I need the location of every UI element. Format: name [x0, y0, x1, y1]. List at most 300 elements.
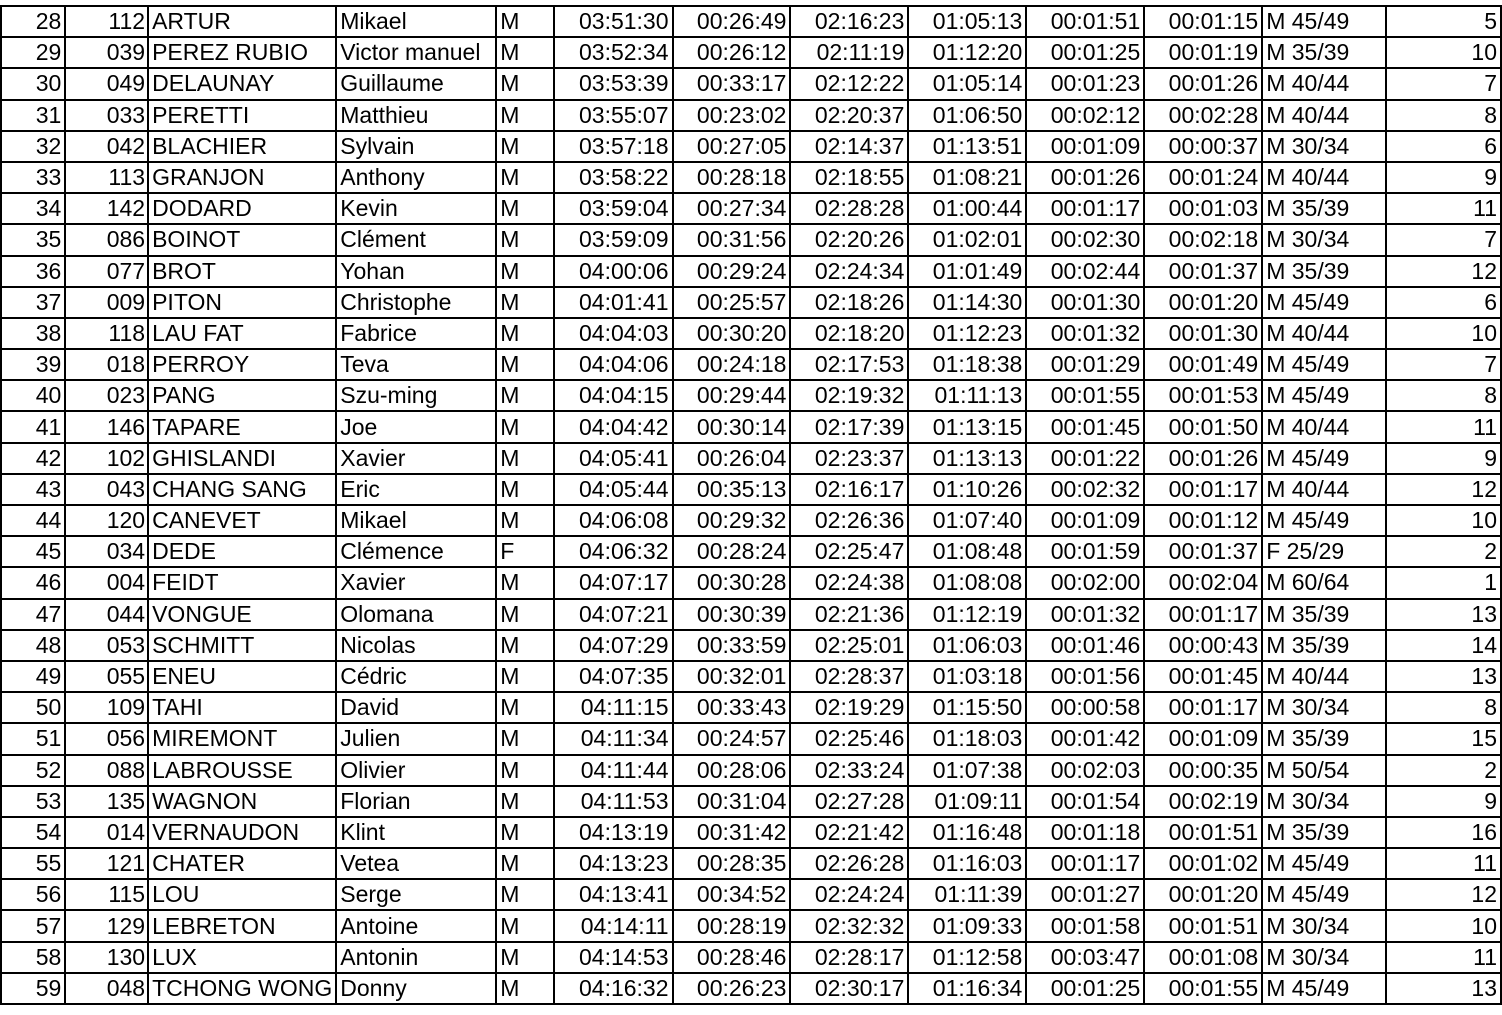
table-row [1, 6, 1501, 37]
sex-cell: M [496, 786, 553, 817]
total-time-cell: 04:04:15 [554, 380, 673, 411]
last-name-cell: PANG [148, 380, 336, 411]
total-time-cell: 04:05:41 [554, 443, 673, 474]
sex-cell: M [496, 692, 553, 723]
bib-cell: 135 [65, 786, 148, 817]
bike-time-cell: 02:16:17 [790, 474, 908, 505]
category-cell: M 45/49 [1262, 973, 1386, 1004]
category-rank-cell: 2 [1386, 755, 1501, 786]
rank-cell: 32 [1, 131, 65, 162]
category-rank-cell: 10 [1386, 37, 1501, 68]
last-name-cell: BOINOT [148, 224, 336, 255]
category-rank-cell: 11 [1386, 193, 1501, 224]
category-cell: M 30/34 [1262, 131, 1386, 162]
first-name-cell: Matthieu [336, 100, 496, 131]
run-time-cell: 01:11:39 [908, 879, 1026, 910]
bib-cell: 004 [65, 567, 148, 598]
sex-cell: M [496, 256, 553, 287]
total-time-cell: 04:00:06 [554, 256, 673, 287]
transition1-time-cell: 00:01:17 [1026, 848, 1144, 879]
sex-cell: M [496, 224, 553, 255]
swim-time-cell: 00:31:56 [673, 224, 791, 255]
swim-time-cell: 00:31:04 [673, 786, 791, 817]
last-name-cell: SCHMITT [148, 630, 336, 661]
sex-cell: M [496, 162, 553, 193]
run-time-cell: 01:18:03 [908, 723, 1026, 754]
category-cell: M 60/64 [1262, 567, 1386, 598]
rank-cell: 30 [1, 68, 65, 99]
swim-time-cell: 00:28:46 [673, 942, 791, 973]
transition1-time-cell: 00:01:27 [1026, 879, 1144, 910]
rank-cell: 55 [1, 848, 65, 879]
category-cell: M 40/44 [1262, 68, 1386, 99]
bib-cell: 109 [65, 692, 148, 723]
category-cell: M 35/39 [1262, 817, 1386, 848]
category-cell: M 45/49 [1262, 848, 1386, 879]
bib-cell: 086 [65, 224, 148, 255]
bike-time-cell: 02:25:46 [790, 723, 908, 754]
bike-time-cell: 02:20:26 [790, 224, 908, 255]
category-cell: M 35/39 [1262, 630, 1386, 661]
rank-cell: 50 [1, 692, 65, 723]
run-time-cell: 01:12:58 [908, 942, 1026, 973]
run-time-cell: 01:13:51 [908, 131, 1026, 162]
bib-cell: 053 [65, 630, 148, 661]
table-row [1, 37, 1501, 68]
sex-cell: M [496, 6, 553, 37]
total-time-cell: 03:52:34 [554, 37, 673, 68]
total-time-cell: 04:13:41 [554, 879, 673, 910]
rank-cell: 53 [1, 786, 65, 817]
table-row [1, 817, 1501, 848]
sex-cell: M [496, 567, 553, 598]
transition2-time-cell: 00:01:19 [1144, 37, 1262, 68]
category-rank-cell: 1 [1386, 567, 1501, 598]
sex-cell: M [496, 630, 553, 661]
transition1-time-cell: 00:01:45 [1026, 411, 1144, 442]
last-name-cell: WAGNON [148, 786, 336, 817]
table-row [1, 193, 1501, 224]
transition2-time-cell: 00:02:28 [1144, 100, 1262, 131]
first-name-cell: Guillaume [336, 68, 496, 99]
transition2-time-cell: 00:00:35 [1144, 755, 1262, 786]
category-rank-cell: 11 [1386, 411, 1501, 442]
last-name-cell: PEREZ RUBIO [148, 37, 336, 68]
bike-time-cell: 02:21:42 [790, 817, 908, 848]
category-rank-cell: 12 [1386, 256, 1501, 287]
transition1-time-cell: 00:03:47 [1026, 942, 1144, 973]
swim-time-cell: 00:32:01 [673, 661, 791, 692]
bib-cell: 129 [65, 910, 148, 941]
transition1-time-cell: 00:01:23 [1026, 68, 1144, 99]
rank-cell: 34 [1, 193, 65, 224]
transition2-time-cell: 00:01:26 [1144, 68, 1262, 99]
category-rank-cell: 13 [1386, 973, 1501, 1004]
first-name-cell: Florian [336, 786, 496, 817]
transition1-time-cell: 00:01:59 [1026, 536, 1144, 567]
bike-time-cell: 02:17:39 [790, 411, 908, 442]
transition1-time-cell: 00:01:29 [1026, 349, 1144, 380]
transition1-time-cell: 00:01:42 [1026, 723, 1144, 754]
rank-cell: 58 [1, 942, 65, 973]
run-time-cell: 01:05:14 [908, 68, 1026, 99]
bike-time-cell: 02:19:32 [790, 380, 908, 411]
bib-cell: 088 [65, 755, 148, 786]
last-name-cell: CHATER [148, 848, 336, 879]
swim-time-cell: 00:30:20 [673, 318, 791, 349]
run-time-cell: 01:06:03 [908, 630, 1026, 661]
bike-time-cell: 02:23:37 [790, 443, 908, 474]
sex-cell: M [496, 380, 553, 411]
transition1-time-cell: 00:00:58 [1026, 692, 1144, 723]
swim-time-cell: 00:29:44 [673, 380, 791, 411]
run-time-cell: 01:00:44 [908, 193, 1026, 224]
last-name-cell: CANEVET [148, 505, 336, 536]
category-cell: M 35/39 [1262, 599, 1386, 630]
table-row [1, 755, 1501, 786]
bib-cell: 118 [65, 318, 148, 349]
bib-cell: 055 [65, 661, 148, 692]
transition1-time-cell: 00:01:56 [1026, 661, 1144, 692]
table-row [1, 318, 1501, 349]
category-rank-cell: 9 [1386, 443, 1501, 474]
category-rank-cell: 8 [1386, 100, 1501, 131]
transition2-time-cell: 00:01:17 [1144, 599, 1262, 630]
bike-time-cell: 02:18:20 [790, 318, 908, 349]
first-name-cell: Clément [336, 224, 496, 255]
total-time-cell: 04:07:17 [554, 567, 673, 598]
bib-cell: 044 [65, 599, 148, 630]
last-name-cell: PERETTI [148, 100, 336, 131]
transition2-time-cell: 00:01:45 [1144, 661, 1262, 692]
transition2-time-cell: 00:00:43 [1144, 630, 1262, 661]
run-time-cell: 01:06:50 [908, 100, 1026, 131]
transition1-time-cell: 00:01:22 [1026, 443, 1144, 474]
transition2-time-cell: 00:01:03 [1144, 193, 1262, 224]
run-time-cell: 01:16:48 [908, 817, 1026, 848]
swim-time-cell: 00:31:42 [673, 817, 791, 848]
swim-time-cell: 00:27:05 [673, 131, 791, 162]
transition2-time-cell: 00:01:24 [1144, 162, 1262, 193]
swim-time-cell: 00:26:04 [673, 443, 791, 474]
total-time-cell: 04:06:08 [554, 505, 673, 536]
category-cell: M 45/49 [1262, 287, 1386, 318]
first-name-cell: Eric [336, 474, 496, 505]
sex-cell: M [496, 443, 553, 474]
swim-time-cell: 00:30:39 [673, 599, 791, 630]
last-name-cell: GHISLANDI [148, 443, 336, 474]
transition2-time-cell: 00:01:15 [1144, 6, 1262, 37]
run-time-cell: 01:11:13 [908, 380, 1026, 411]
bib-cell: 033 [65, 100, 148, 131]
first-name-cell: Cédric [336, 661, 496, 692]
transition2-time-cell: 00:01:50 [1144, 411, 1262, 442]
transition1-time-cell: 00:02:03 [1026, 755, 1144, 786]
swim-time-cell: 00:33:43 [673, 692, 791, 723]
bike-time-cell: 02:28:28 [790, 193, 908, 224]
bike-time-cell: 02:26:36 [790, 505, 908, 536]
total-time-cell: 04:07:21 [554, 599, 673, 630]
transition2-time-cell: 00:01:20 [1144, 879, 1262, 910]
table-row [1, 723, 1501, 754]
run-time-cell: 01:02:01 [908, 224, 1026, 255]
last-name-cell: GRANJON [148, 162, 336, 193]
first-name-cell: Sylvain [336, 131, 496, 162]
table-row [1, 411, 1501, 442]
swim-time-cell: 00:29:32 [673, 505, 791, 536]
swim-time-cell: 00:26:23 [673, 973, 791, 1004]
transition1-time-cell: 00:01:32 [1026, 318, 1144, 349]
sex-cell: M [496, 942, 553, 973]
last-name-cell: LEBRETON [148, 910, 336, 941]
bib-cell: 023 [65, 380, 148, 411]
run-time-cell: 01:08:08 [908, 567, 1026, 598]
bib-cell: 120 [65, 505, 148, 536]
run-time-cell: 01:07:38 [908, 755, 1026, 786]
rank-cell: 28 [1, 6, 65, 37]
first-name-cell: Yohan [336, 256, 496, 287]
last-name-cell: TCHONG WONG [148, 973, 336, 1004]
table-row [1, 599, 1501, 630]
last-name-cell: ARTUR [148, 6, 336, 37]
category-rank-cell: 5 [1386, 6, 1501, 37]
transition1-time-cell: 00:01:25 [1026, 37, 1144, 68]
bike-time-cell: 02:11:19 [790, 37, 908, 68]
swim-time-cell: 00:28:06 [673, 755, 791, 786]
category-rank-cell: 6 [1386, 131, 1501, 162]
bike-time-cell: 02:30:17 [790, 973, 908, 1004]
rank-cell: 33 [1, 162, 65, 193]
category-cell: M 45/49 [1262, 6, 1386, 37]
sex-cell: M [496, 973, 553, 1004]
first-name-cell: Olomana [336, 599, 496, 630]
table-row [1, 131, 1501, 162]
bike-time-cell: 02:16:23 [790, 6, 908, 37]
transition1-time-cell: 00:02:00 [1026, 567, 1144, 598]
rank-cell: 54 [1, 817, 65, 848]
swim-time-cell: 00:28:19 [673, 910, 791, 941]
last-name-cell: VERNAUDON [148, 817, 336, 848]
category-cell: M 30/34 [1262, 786, 1386, 817]
bike-time-cell: 02:33:24 [790, 755, 908, 786]
transition1-time-cell: 00:01:09 [1026, 505, 1144, 536]
sex-cell: M [496, 100, 553, 131]
total-time-cell: 04:07:35 [554, 661, 673, 692]
transition2-time-cell: 00:02:18 [1144, 224, 1262, 255]
bike-time-cell: 02:14:37 [790, 131, 908, 162]
first-name-cell: Anthony [336, 162, 496, 193]
bib-cell: 102 [65, 443, 148, 474]
transition1-time-cell: 00:01:30 [1026, 287, 1144, 318]
category-rank-cell: 12 [1386, 474, 1501, 505]
last-name-cell: LABROUSSE [148, 755, 336, 786]
table-row [1, 68, 1501, 99]
sex-cell: M [496, 848, 553, 879]
last-name-cell: LOU [148, 879, 336, 910]
first-name-cell: Xavier [336, 443, 496, 474]
sex-cell: M [496, 287, 553, 318]
category-rank-cell: 12 [1386, 879, 1501, 910]
bike-time-cell: 02:12:22 [790, 68, 908, 99]
bib-cell: 048 [65, 973, 148, 1004]
category-rank-cell: 10 [1386, 505, 1501, 536]
bike-time-cell: 02:26:28 [790, 848, 908, 879]
table-row [1, 910, 1501, 941]
sex-cell: M [496, 755, 553, 786]
swim-time-cell: 00:34:52 [673, 879, 791, 910]
table-row [1, 287, 1501, 318]
bib-cell: 113 [65, 162, 148, 193]
total-time-cell: 04:06:32 [554, 536, 673, 567]
rank-cell: 38 [1, 318, 65, 349]
total-time-cell: 03:59:04 [554, 193, 673, 224]
sex-cell: M [496, 723, 553, 754]
rank-cell: 52 [1, 755, 65, 786]
transition1-time-cell: 00:01:51 [1026, 6, 1144, 37]
run-time-cell: 01:01:49 [908, 256, 1026, 287]
first-name-cell: Donny [336, 973, 496, 1004]
table-row [1, 879, 1501, 910]
rank-cell: 59 [1, 973, 65, 1004]
last-name-cell: MIREMONT [148, 723, 336, 754]
swim-time-cell: 00:24:57 [673, 723, 791, 754]
total-time-cell: 03:55:07 [554, 100, 673, 131]
swim-time-cell: 00:29:24 [673, 256, 791, 287]
table-row [1, 162, 1501, 193]
transition1-time-cell: 00:02:32 [1026, 474, 1144, 505]
rank-cell: 49 [1, 661, 65, 692]
transition1-time-cell: 00:01:55 [1026, 380, 1144, 411]
category-rank-cell: 7 [1386, 224, 1501, 255]
category-cell: M 40/44 [1262, 100, 1386, 131]
first-name-cell: Nicolas [336, 630, 496, 661]
table-row [1, 536, 1501, 567]
bib-cell: 014 [65, 817, 148, 848]
transition2-time-cell: 00:01:17 [1144, 692, 1262, 723]
category-rank-cell: 8 [1386, 380, 1501, 411]
rank-cell: 51 [1, 723, 65, 754]
bike-time-cell: 02:20:37 [790, 100, 908, 131]
swim-time-cell: 00:30:14 [673, 411, 791, 442]
last-name-cell: LUX [148, 942, 336, 973]
table-row [1, 786, 1501, 817]
total-time-cell: 04:11:44 [554, 755, 673, 786]
sex-cell: M [496, 599, 553, 630]
category-cell: M 50/54 [1262, 755, 1386, 786]
category-cell: M 45/49 [1262, 879, 1386, 910]
run-time-cell: 01:03:18 [908, 661, 1026, 692]
transition2-time-cell: 00:02:04 [1144, 567, 1262, 598]
category-cell: M 30/34 [1262, 224, 1386, 255]
category-rank-cell: 7 [1386, 349, 1501, 380]
total-time-cell: 04:04:42 [554, 411, 673, 442]
run-time-cell: 01:05:13 [908, 6, 1026, 37]
swim-time-cell: 00:35:13 [673, 474, 791, 505]
swim-time-cell: 00:27:34 [673, 193, 791, 224]
first-name-cell: Christophe [336, 287, 496, 318]
last-name-cell: BROT [148, 256, 336, 287]
run-time-cell: 01:12:20 [908, 37, 1026, 68]
transition2-time-cell: 00:01:12 [1144, 505, 1262, 536]
category-cell: M 40/44 [1262, 411, 1386, 442]
category-rank-cell: 6 [1386, 287, 1501, 318]
run-time-cell: 01:09:11 [908, 786, 1026, 817]
run-time-cell: 01:13:13 [908, 443, 1026, 474]
swim-time-cell: 00:26:12 [673, 37, 791, 68]
transition1-time-cell: 00:02:44 [1026, 256, 1144, 287]
swim-time-cell: 00:23:02 [673, 100, 791, 131]
category-cell: M 45/49 [1262, 443, 1386, 474]
run-time-cell: 01:12:23 [908, 318, 1026, 349]
category-rank-cell: 10 [1386, 318, 1501, 349]
category-rank-cell: 9 [1386, 162, 1501, 193]
bike-time-cell: 02:18:55 [790, 162, 908, 193]
total-time-cell: 03:53:39 [554, 68, 673, 99]
sex-cell: M [496, 349, 553, 380]
total-time-cell: 04:11:53 [554, 786, 673, 817]
swim-time-cell: 00:26:49 [673, 6, 791, 37]
category-cell: M 45/49 [1262, 505, 1386, 536]
transition1-time-cell: 00:01:26 [1026, 162, 1144, 193]
table-row [1, 942, 1501, 973]
bike-time-cell: 02:27:28 [790, 786, 908, 817]
first-name-cell: Teva [336, 349, 496, 380]
table-row [1, 100, 1501, 131]
transition2-time-cell: 00:01:51 [1144, 910, 1262, 941]
total-time-cell: 04:13:23 [554, 848, 673, 879]
category-rank-cell: 8 [1386, 692, 1501, 723]
last-name-cell: DODARD [148, 193, 336, 224]
last-name-cell: VONGUE [148, 599, 336, 630]
run-time-cell: 01:08:21 [908, 162, 1026, 193]
total-time-cell: 04:04:06 [554, 349, 673, 380]
transition2-time-cell: 00:01:51 [1144, 817, 1262, 848]
category-cell: M 35/39 [1262, 193, 1386, 224]
first-name-cell: Mikael [336, 6, 496, 37]
category-cell: M 30/34 [1262, 692, 1386, 723]
category-cell: M 30/34 [1262, 910, 1386, 941]
transition1-time-cell: 00:01:17 [1026, 193, 1144, 224]
category-cell: M 40/44 [1262, 474, 1386, 505]
rank-cell: 44 [1, 505, 65, 536]
table-row [1, 256, 1501, 287]
rank-cell: 45 [1, 536, 65, 567]
bike-time-cell: 02:28:17 [790, 942, 908, 973]
rank-cell: 39 [1, 349, 65, 380]
category-cell: M 35/39 [1262, 723, 1386, 754]
first-name-cell: Olivier [336, 755, 496, 786]
last-name-cell: PERROY [148, 349, 336, 380]
category-rank-cell: 2 [1386, 536, 1501, 567]
rank-cell: 29 [1, 37, 65, 68]
sex-cell: M [496, 505, 553, 536]
transition2-time-cell: 00:02:19 [1144, 786, 1262, 817]
first-name-cell: Joe [336, 411, 496, 442]
run-time-cell: 01:10:26 [908, 474, 1026, 505]
run-time-cell: 01:13:15 [908, 411, 1026, 442]
transition1-time-cell: 00:01:54 [1026, 786, 1144, 817]
run-time-cell: 01:09:33 [908, 910, 1026, 941]
rank-cell: 41 [1, 411, 65, 442]
first-name-cell: David [336, 692, 496, 723]
swim-time-cell: 00:28:24 [673, 536, 791, 567]
category-cell: M 45/49 [1262, 349, 1386, 380]
category-cell: M 35/39 [1262, 256, 1386, 287]
transition1-time-cell: 00:01:58 [1026, 910, 1144, 941]
run-time-cell: 01:14:30 [908, 287, 1026, 318]
first-name-cell: Clémence [336, 536, 496, 567]
bib-cell: 039 [65, 37, 148, 68]
